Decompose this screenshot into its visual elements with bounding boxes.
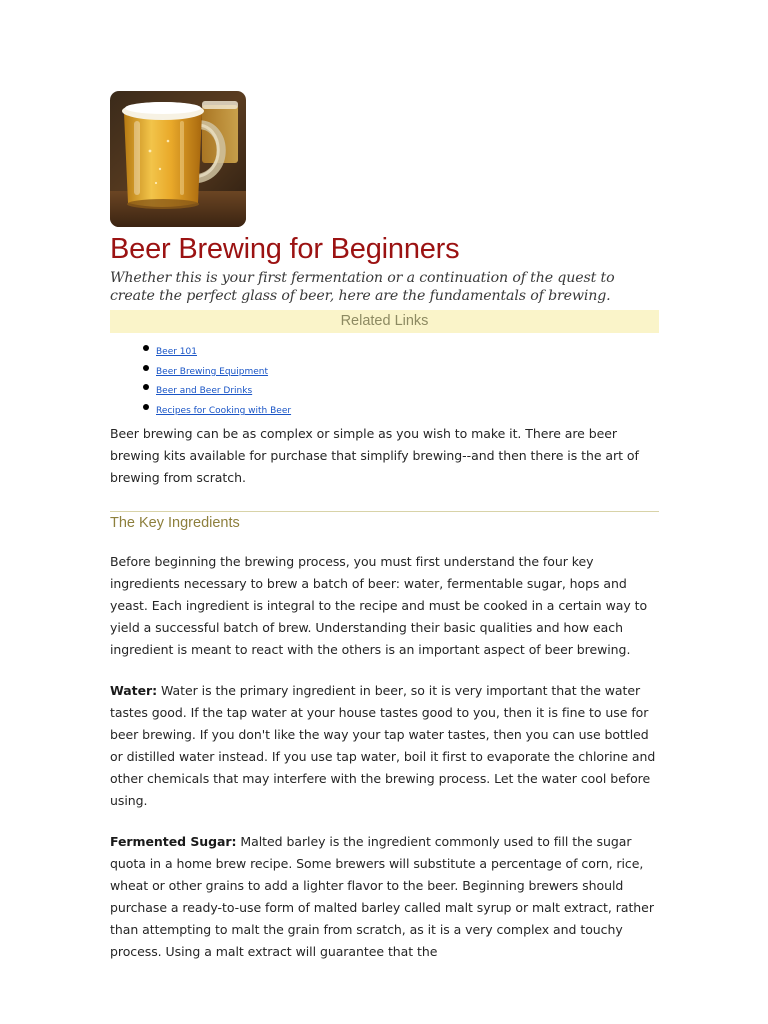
link-beer-101[interactable]: Beer 101 <box>156 347 197 357</box>
sugar-lead: Fermented Sugar: <box>110 833 237 849</box>
bullet-icon <box>143 384 149 390</box>
water-paragraph <box>110 680 659 812</box>
beer-mug-photo <box>110 91 246 227</box>
intro-paragraph: Beer brewing can be as complex or simple as you wish to make it. There are beer brewing kits available for purchase that simplify brewing--and then there is the art of brewing from scratch. <box>110 425 639 485</box>
related-links-header: Related Links <box>110 310 659 333</box>
list-item <box>156 339 659 359</box>
sugar-text: Malted barley is the ingredient commonly used to fill the sugar quota in a home brew recipe. Some brewers will substitute a percentage of corn, rice, wheat or other grains to add a lighter flavor to the beer. Beginning brewers should purchase a ready-to-use form of malted barley called malt syrup or malt extract, rather than attempting to malt the grain from scratch, as it is a very complex and touchy process. Using a malt extract will guarantee that the <box>110 833 654 959</box>
bullet-icon <box>143 365 149 371</box>
key-ingredients-paragraph: Before beginning the brewing process, you must first understand the four key ingredients necessary to brew a batch of beer: water, fermentable sugar, hops and yeast. Each ingredient is integral to the recipe and must be cooked in a certain way to yield a successful batch of brew. Understanding their basic qualities and how each ingredient is meant to react with the others is an important aspect of beer brewing. <box>110 553 648 657</box>
section-heading-key-ingredients: The Key Ingredients <box>110 514 240 531</box>
bullet-icon <box>143 404 149 410</box>
water-lead: Water: <box>110 682 158 698</box>
list-item <box>156 378 659 398</box>
page-title: Beer Brewing for Beginners <box>110 233 460 265</box>
section-divider <box>110 511 659 512</box>
link-recipes-cooking-with-beer[interactable]: Recipes for Cooking with Beer <box>156 406 292 417</box>
sugar-paragraph <box>110 831 659 963</box>
water-text: Water is the primary ingredient in beer, so it is very important that the water tastes good. If the tap water at your house tastes good to you, then it is fine to use for beer brewing. If you don't like the way your tap water tastes, then you can use bottled or distilled water instead. If you use tap water, boil it first to evaporate the chlorine and other chemicals that may interfere with the brewing process. Let the water cool before using. <box>110 682 656 808</box>
related-links-list <box>110 339 659 418</box>
article <box>110 91 659 963</box>
article-subtitle: Whether this is your first fermentation or a continuation of the quest to create the perfect glass of beer, here are the fundamentals of brewing. <box>110 270 615 304</box>
bullet-icon <box>143 345 149 351</box>
link-beer-and-beer-drinks[interactable]: Beer and Beer Drinks <box>156 386 253 397</box>
link-beer-brewing-equipment[interactable]: Beer Brewing Equipment <box>156 366 269 377</box>
list-item <box>156 398 659 418</box>
list-item <box>156 359 659 379</box>
